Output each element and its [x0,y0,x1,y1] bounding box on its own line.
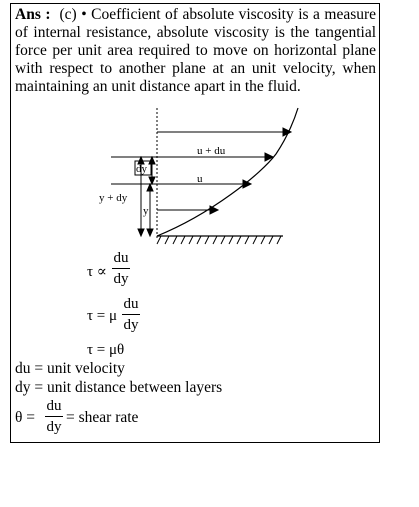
equation-1-denominator: dy [113,271,129,287]
equation-2-denominator: dy [123,317,139,333]
theta-lhs: θ = [15,409,36,426]
theta-fraction [45,396,63,437]
equation-3: τ = μθ [87,342,125,358]
definition-du: du = unit velocity [15,360,125,377]
equation-1-numerator: du [113,250,129,266]
answer-option: (c) [59,6,77,23]
label-y: y [143,205,149,217]
label-y-dy: y + dy [99,192,128,204]
velocity-profile-curve [157,108,298,236]
label-u: u [197,173,203,185]
label-u-du: u + du [197,145,226,157]
equation-2-numerator: du [123,296,139,312]
wall-hatching [157,236,281,244]
equation-1-fraction [112,248,130,289]
theta-denominator: dy [46,419,62,435]
equation-2-lhs: τ = μ [87,308,118,324]
answer-text: Coefficient of absolute viscosity is a measure of internal resistance, absolute viscosity is the tangential force per unit area required to move on horizontal plane with respect to another plane at an unit velocity, when maintaining an unit distance apart in the fluid. [15,6,377,95]
theta-numerator: du [46,398,62,414]
velocity-profile-diagram [11,4,381,444]
equation-2-fraction [122,294,140,335]
label-dy: dy [136,163,147,175]
answer-prefix: Ans : [15,6,51,23]
theta-rhs: = shear rate [66,409,139,426]
velocity-arrows [157,128,291,214]
answer-box [10,3,380,443]
equation-1-lhs: τ ∝ [87,264,107,280]
definition-dy: dy = unit distance between layers [15,379,223,396]
bullet-icon: • [81,6,87,23]
